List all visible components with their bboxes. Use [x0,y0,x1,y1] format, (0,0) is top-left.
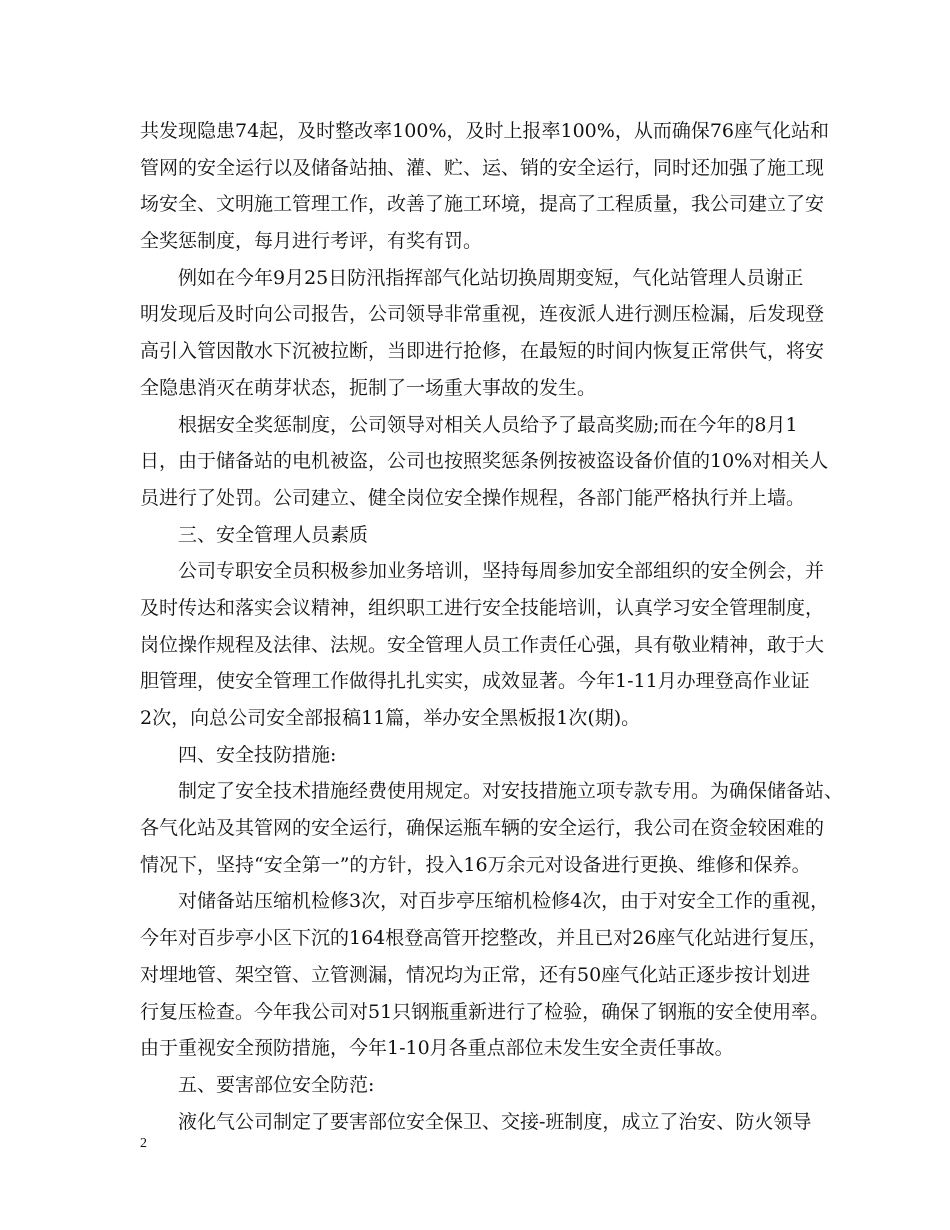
text-line: 五、要害部位安全防范: [178,1073,375,1096]
text-line: 全奖惩制度，每月进行考评，有奖有罚。 [140,230,483,253]
text-line: 对埋地管、架空管、立管测漏，情况均为正常，还有50座气化站正逐步按计划进 [140,963,811,986]
text-line: 情况下，坚持“安全第一”的方针，投入16万余元对设备进行更换、维修和保养。 [140,853,811,876]
text-line: 明发现后及时向公司报告，公司领导非常重视，连夜派人进行测压检漏，后发现登 [140,303,825,326]
text-line: 由于重视安全预防措施，今年1-10月各重点部位未发生安全责任事故。 [140,1037,734,1060]
text-line: 各气化站及其管网的安全运行，确保运瓶车辆的安全运行，我公司在资金较困难的 [140,817,825,840]
text-line: 例如在今年9月25日防汛指挥部气化站切换周期变短，气化站管理人员谢正 [178,266,804,289]
text-line: 2次，向总公司安全部报稿11篇，举办安全黑板报1次(期)。 [140,707,641,729]
body-text [140,113,844,1140]
text-line: 胆管理，使安全管理工作做得扎扎实实，成效显著。今年1-11月办理登高作业证 [140,670,810,693]
text-line: 今年对百步亭小区下沉的164根登高管开挖整改，并且已对26座气化站进行复压， [140,927,828,950]
text-line: 公司专职安全员积极参加业务培训，坚持每周参加安全部组织的安全例会，并 [178,560,825,583]
text-line: 根据安全奖惩制度，公司领导对相关人员给予了最高奖励;而在今年的8月1 [178,413,798,436]
text-line: 共发现隐患74起，及时整改率100%，及时上报率100%，从而确保76座气化站和 [140,120,829,142]
text-line: 对储备站压缩机检修3次，对百步亭压缩机检修4次，由于对安全工作的重视， [178,890,830,913]
text-line: 员进行了处罚。公司建立、健全岗位安全操作规程，各部门能严格执行并上墙。 [140,486,806,509]
text-line: 日，由于储备站的电机被盗，公司也按照奖惩条例按被盗设备价值的10%对相关人 [140,450,829,473]
text-line: 液化气公司制定了要害部位安全保卫、交接-班制度，成立了治安、防火领导 [178,1110,812,1133]
text-line: 全隐患消灭在萌芽状态，扼制了一场重大事故的发生。 [140,376,597,399]
text-line: 制定了安全技术措施经费使用规定。对安技措施立项专款专用。为确保储备站、 [178,780,844,803]
text-line: 管网的安全运行以及储备站抽、灌、贮、运、销的安全运行，同时还加强了施工现 [140,156,825,179]
text-line: 行复压检查。今年我公司对51只钢瓶重新进行了检验，确保了钢瓶的安全使用率。 [140,1000,830,1023]
text-line: 高引入管因散水下沉被拉断，当即进行抢修，在最短的时间内恢复正常供气，将安 [140,340,825,363]
text-line: 及时传达和落实会议精神，组织职工进行安全技能培训，认真学习安全管理制度， [140,596,825,619]
text-line: 岗位操作规程及法律、法规。安全管理人员工作责任心强，具有敬业精神，敢于大 [140,633,825,656]
text-line: 三、安全管理人员素质 [178,523,369,546]
text-line: 四、安全技防措施: [178,743,337,766]
page-number: 2 [140,1136,147,1151]
text-line: 场安全、文明施工管理工作，改善了施工环境，提高了工程质量，我公司建立了安 [140,193,825,216]
